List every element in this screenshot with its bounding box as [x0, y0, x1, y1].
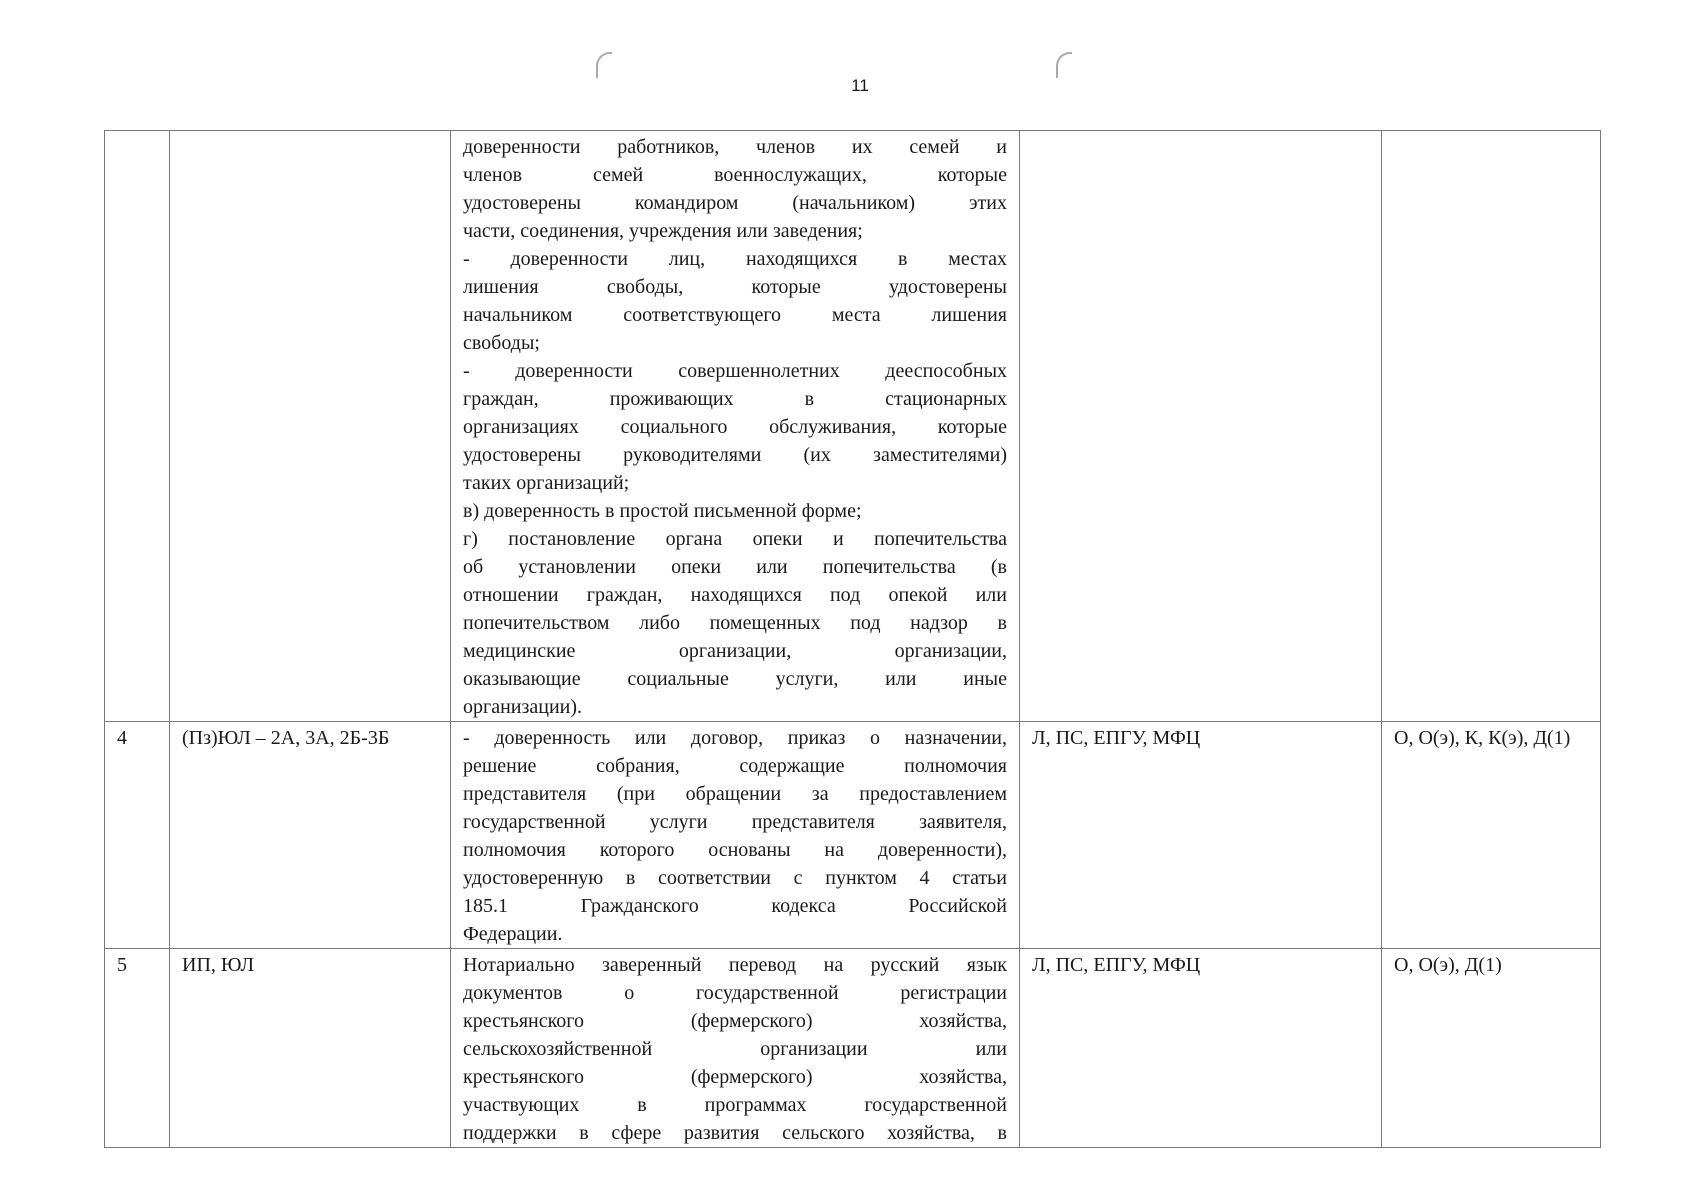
table-row [105, 131, 1601, 722]
document-text-line: - доверенность или договор, приказ о назначении, [463, 727, 1007, 749]
table-row [105, 722, 1601, 949]
row-number [105, 131, 170, 722]
document-text-line: крестьянского (фермерского) хозяйства, [463, 1066, 1007, 1088]
document-text-line: отношении граждан, находящихся под опекой или [463, 584, 1007, 606]
document-text-line: 185.1 Гражданского кодекса Российской [463, 895, 1007, 917]
document-text-line: таких организаций; [463, 472, 630, 494]
document-text-line: решение собрания, содержащие полномочия [463, 755, 1007, 777]
document-text-line: Федерации. [463, 923, 563, 945]
forms-cell: О, О(э), К, К(э), Д(1) [1382, 722, 1601, 949]
applicant-cell [170, 131, 451, 722]
document-text-line: документов о государственной регистрации [463, 982, 1007, 1004]
row-number: 5 [105, 949, 170, 1148]
document-text-line: в) доверенность в простой письменной форме; [463, 500, 862, 522]
document-cell [451, 949, 1020, 1148]
forms-cell: О, О(э), Д(1) [1382, 949, 1601, 1148]
document-text-line: участвующих в программах государственной [463, 1094, 1007, 1116]
applicant-cell: (Пз)ЮЛ – 2А, 3А, 2Б-3Б [170, 722, 451, 949]
document-text-line: части, соединения, учреждения или заведения; [463, 220, 863, 242]
document-text-line: оказывающие социальные услуги, или иные [463, 668, 1007, 690]
document-text-line: граждан, проживающих в стационарных [463, 388, 1007, 410]
document-text-line: организации). [463, 696, 583, 718]
channels-cell: Л, ПС, ЕПГУ, МФЦ [1020, 949, 1382, 1148]
document-text-line: свободы; [463, 332, 540, 354]
forms-cell [1382, 131, 1601, 722]
applicant-cell: ИП, ЮЛ [170, 949, 451, 1148]
document-text-line: полномочия которого основаны на доверенности), [463, 839, 1007, 861]
row-number: 4 [105, 722, 170, 949]
document-text-line: членов семей военнослужащих, которые [463, 164, 1007, 186]
document-text-line: - доверенности лиц, находящихся в местах [463, 248, 1007, 270]
table-row [105, 949, 1601, 1148]
document-text-line: - доверенности совершеннолетних дееспособных [463, 360, 1007, 382]
channels-cell: Л, ПС, ЕПГУ, МФЦ [1020, 722, 1382, 949]
scan-artifact-mark [596, 52, 612, 78]
document-text-line: организациях социального обслуживания, которые [463, 416, 1007, 438]
scan-artifact-mark [1056, 52, 1072, 78]
document-text-line: удостоверены командиром (начальником) этих [463, 192, 1007, 214]
document-cell [451, 131, 1020, 722]
document-text-line: начальником соответствующего места лишения [463, 304, 1007, 326]
page-number: 11 [851, 76, 869, 95]
document-text-line: государственной услуги представителя заявителя, [463, 811, 1007, 833]
documents-table [104, 130, 1601, 1148]
document-text-line: Нотариально заверенный перевод на русский язык [463, 954, 1007, 976]
document-text-line: лишения свободы, которые удостоверены [463, 276, 1007, 298]
document-text-line: медицинские организации, организации, [463, 640, 1007, 662]
channels-cell [1020, 131, 1382, 722]
document-text-line: удостоверенную в соответствии с пунктом 4 статьи [463, 867, 1007, 889]
document-text-line: удостоверены руководителями (их заместителями) [463, 444, 1007, 466]
document-text-line: представителя (при обращении за предоставлением [463, 783, 1007, 805]
document-cell [451, 722, 1020, 949]
document-text-line: поддержки в сфере развития сельского хозяйства, в [463, 1122, 1007, 1144]
document-text-line: попечительством либо помещенных под надзор в [463, 612, 1007, 634]
document-text-line: г) постановление органа опеки и попечительства [463, 528, 1007, 550]
document-text-line: сельскохозяйственной организации или [463, 1038, 1007, 1060]
document-text-line: крестьянского (фермерского) хозяйства, [463, 1010, 1007, 1032]
document-text-line: об установлении опеки или попечительства (в [463, 556, 1007, 578]
document-text-line: доверенности работников, членов их семей и [463, 136, 1007, 158]
